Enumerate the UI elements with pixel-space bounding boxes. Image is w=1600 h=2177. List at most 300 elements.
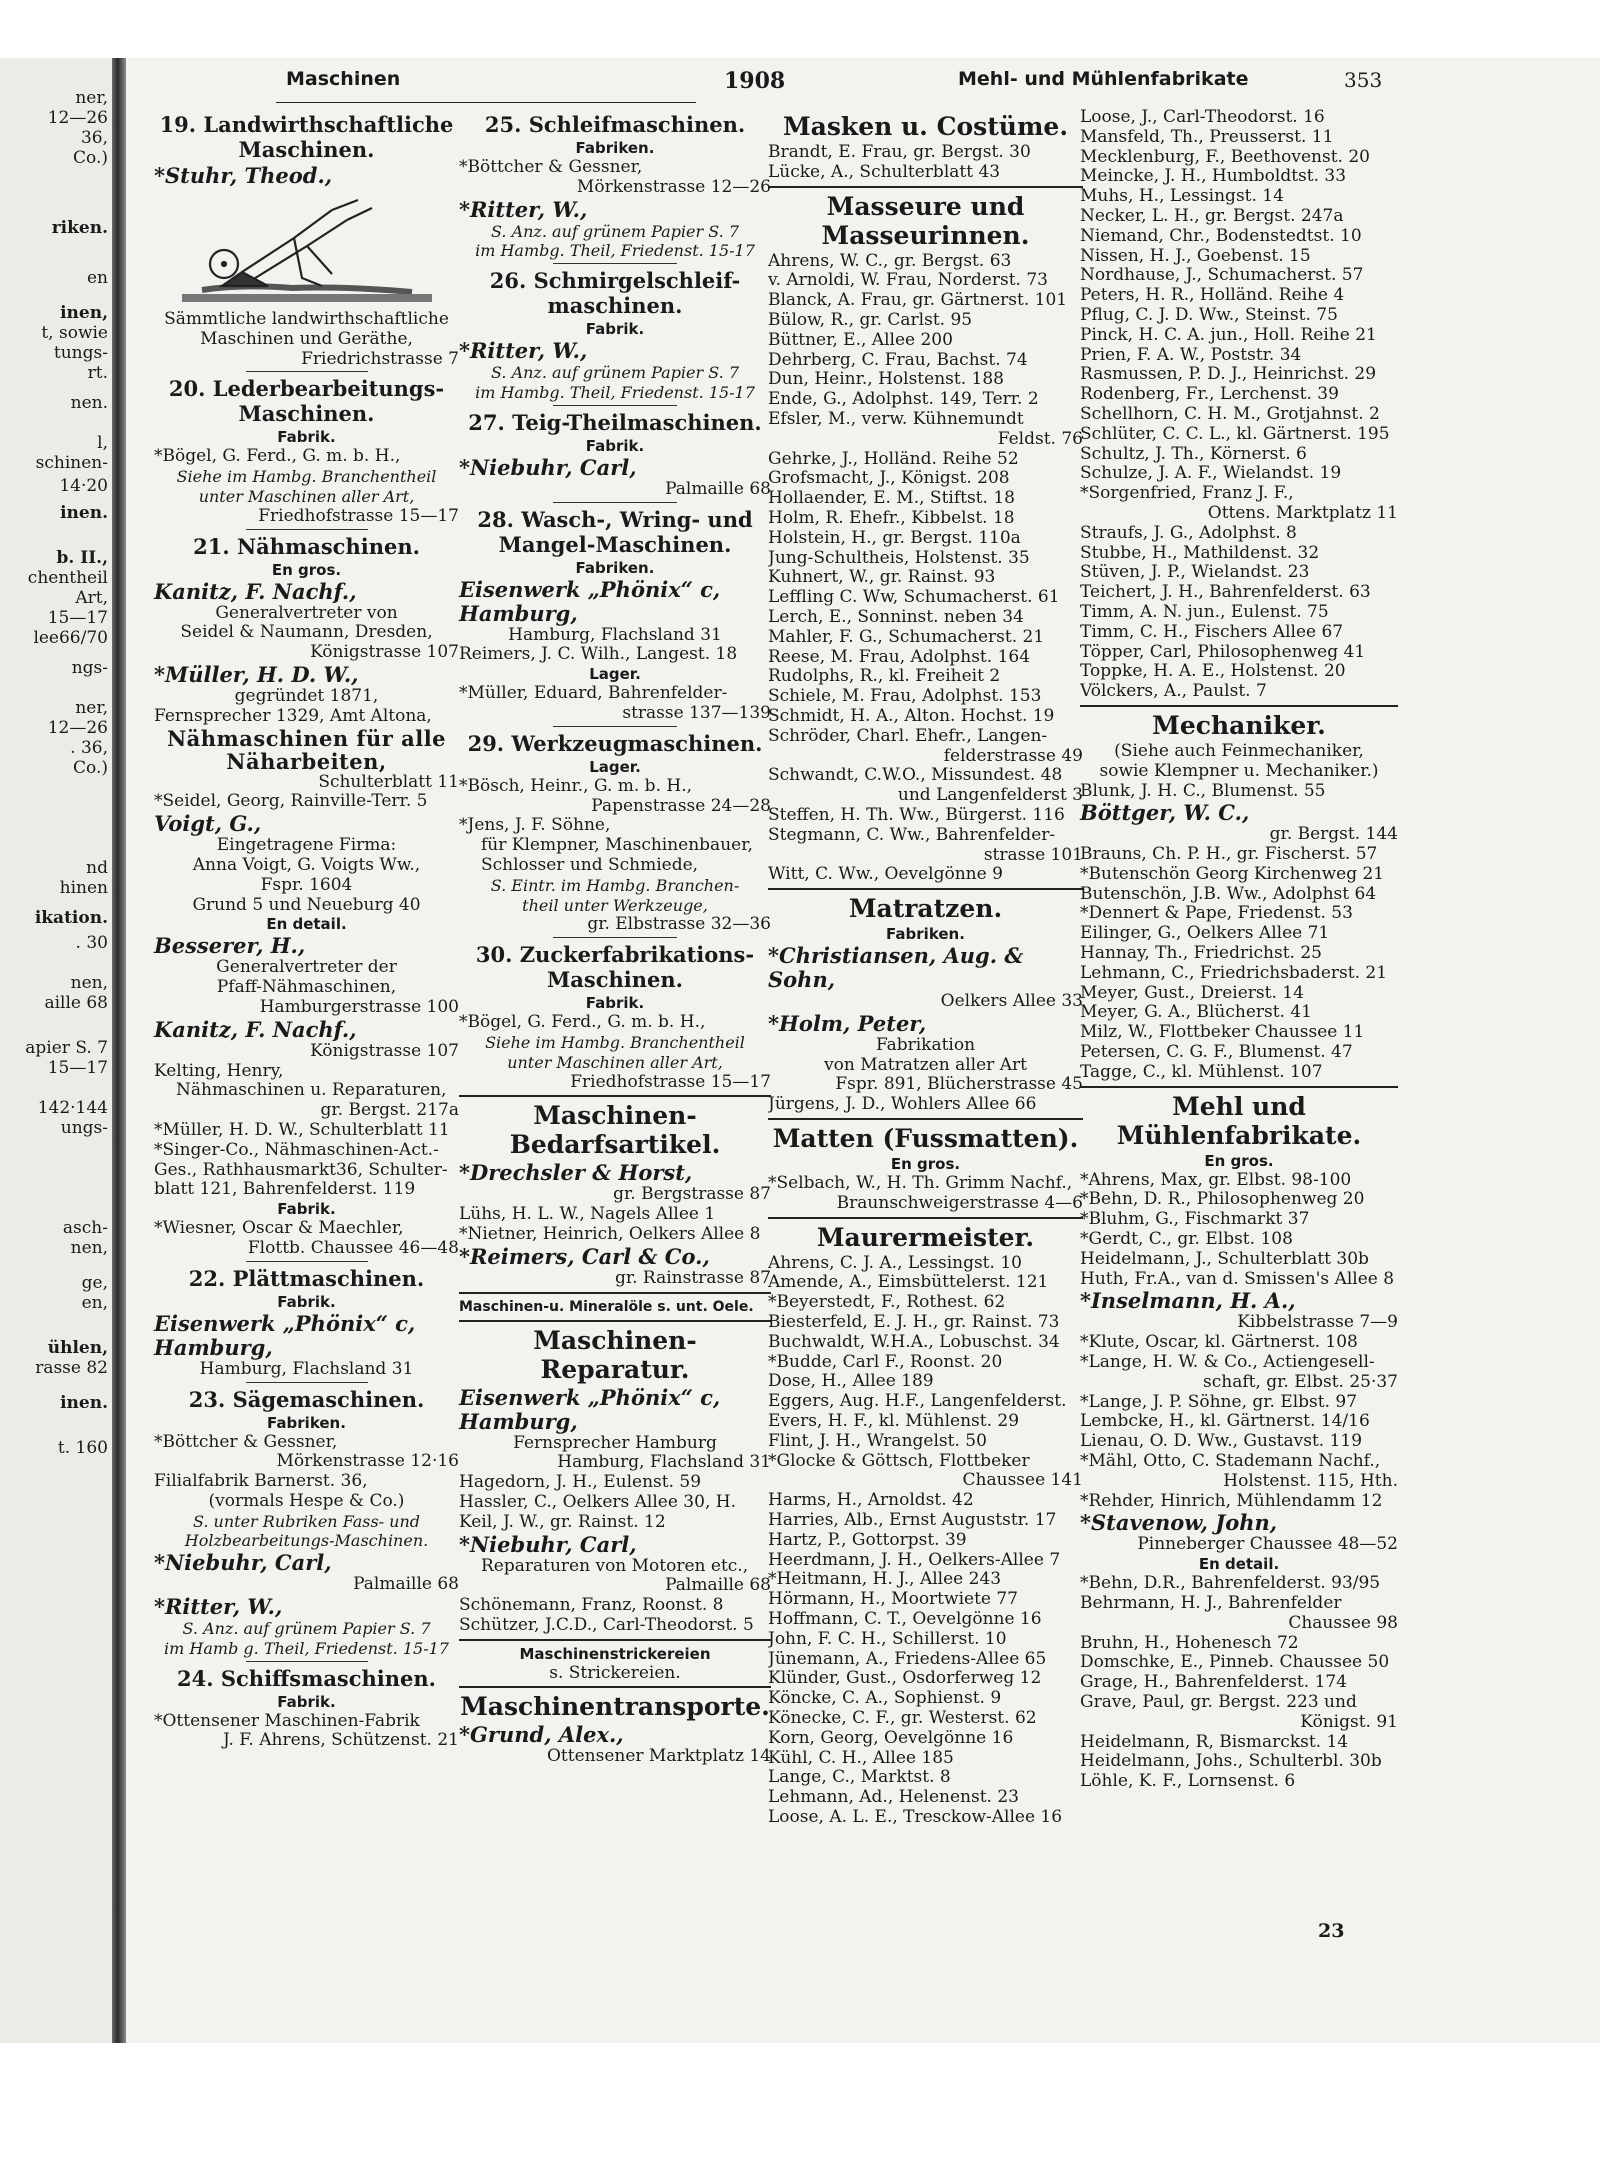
- entry-line: Mörkenstrasse 12·16: [276, 1452, 459, 1472]
- entry-line: Hörmann, H., Moortwiete 77: [768, 1590, 1018, 1610]
- section-heading: 22. Plättmaschinen.: [188, 1265, 425, 1291]
- entry-line: Stubbe, H., Mathildenst. 32: [1080, 543, 1320, 563]
- page-number: 353: [1344, 68, 1383, 92]
- entry-line: *Heitmann, H. J., Allee 243: [768, 1570, 1002, 1590]
- firm-name: Kanitz, F. Nachf.,: [154, 1016, 357, 1042]
- entry-line: Fspr. 1604: [260, 875, 353, 895]
- entry-line: Schulze, J. A. F., Wielandst. 19: [1080, 464, 1342, 484]
- entry-line: Teichert, J. H., Bahrenfelderst. 63: [1080, 583, 1371, 603]
- facing-page-fragment: tungs-: [53, 343, 108, 363]
- entry-line: Fabrikation: [875, 1035, 976, 1055]
- entry-line: unter Maschinen aller Art,: [198, 486, 415, 506]
- entry-line: Jünemann, A., Friedens-Allee 65: [768, 1649, 1047, 1669]
- entry-line: s. Strickereien.: [549, 1663, 681, 1683]
- entry-line: Kibbelstrasse 7—9: [1237, 1313, 1398, 1333]
- facing-page-fragment: lee66/70: [33, 628, 108, 648]
- facing-page-fragment: hinen: [59, 878, 108, 898]
- entry-line: Heidelmann, Johs., Schulterbl. 30b: [1080, 1752, 1382, 1772]
- column-rule: [246, 529, 368, 530]
- column-rule: [768, 1118, 1083, 1120]
- facing-page-fragment: Art,: [75, 588, 108, 608]
- section-heading: Maschinen-Bedarfsartikel.: [509, 1101, 721, 1160]
- section-heading: 20. Lederbearbeitungs-Maschinen.: [168, 376, 445, 427]
- entry-line: *Lange, H. W. & Co., Actiengesell-: [1080, 1353, 1375, 1373]
- entry-line: *Bösch, Heinr., G. m. b. H.,: [459, 776, 693, 796]
- entry-line: Lienau, O. D. Ww., Gustavst. 119: [1080, 1432, 1363, 1452]
- subheading: Fabrik.: [277, 1292, 336, 1311]
- entry-line: Dehrberg, C. Frau, Bachst. 74: [768, 350, 1028, 370]
- entry-line: Pfaff-Nähmaschinen,: [216, 978, 397, 998]
- facing-page-fragment: t. 160: [57, 1438, 108, 1458]
- subheading: En gros.: [271, 560, 342, 579]
- subheading: Fabriken.: [575, 558, 655, 577]
- column-rule: [553, 263, 678, 264]
- entry-line: Fernsprecher Hamburg: [513, 1433, 717, 1453]
- plough-illustration: [182, 194, 432, 306]
- entry-line: *Behn, D.R., Bahrenfelderst. 93/95: [1080, 1574, 1381, 1594]
- entry-line: Grund 5 und Neueburg 40: [192, 895, 421, 915]
- column-rule: [459, 1686, 771, 1688]
- section-heading: 21. Nähmaschinen.: [193, 533, 420, 559]
- header-right: Mehl- und Mühlenfabrikate: [958, 68, 1249, 90]
- entry-line: v. Arnoldi, W. Frau, Norderst. 73: [768, 271, 1048, 291]
- facing-page-fragment: schinen-: [35, 453, 108, 473]
- subheading: En gros.: [890, 1155, 961, 1174]
- entry-line: Palmaille 68: [665, 1576, 771, 1596]
- entry-line: Hollaender, E. M., Stiftst. 18: [768, 489, 1015, 509]
- entry-line: Holstenst. 115, Hth.: [1223, 1471, 1398, 1491]
- entry-line: J. F. Ahrens, Schützenst. 21: [222, 1731, 459, 1751]
- firm-name: Böttger, W. C.,: [1080, 800, 1250, 826]
- header-year: 1908: [724, 68, 786, 94]
- entry-line: Schulterblatt 11: [318, 772, 459, 792]
- entry-line: Steffen, H. Th. Ww., Bürgerst. 116: [768, 805, 1065, 825]
- facing-page-fragment: ikation.: [34, 908, 108, 928]
- firm-name: *Holm, Peter,: [768, 1010, 927, 1036]
- entry-line: Heidelmann, R, Bismarckst. 14: [1080, 1732, 1349, 1752]
- facing-page-fragment: . 30: [75, 933, 108, 953]
- subheading: Fabrik.: [277, 1200, 336, 1219]
- header-left: Maschinen: [286, 68, 401, 90]
- section-heading: Masken u. Costüme.: [782, 112, 1069, 141]
- facing-page-fragment: apier S. 7: [25, 1038, 108, 1058]
- facing-page-fragment: en: [86, 268, 108, 288]
- entry-line: Necker, L. H., gr. Bergst. 247a: [1080, 206, 1344, 226]
- entry-line: Eilinger, G., Oelkers Allee 71: [1080, 924, 1330, 944]
- entry-line: Schellhorn, C. H. M., Grotjahnst. 2: [1080, 404, 1380, 424]
- entry-line: Meincke, J. H., Humboldtst. 33: [1080, 167, 1347, 187]
- facing-page-fragment: 142·144: [37, 1098, 108, 1118]
- subheading: En gros.: [1204, 1151, 1274, 1170]
- entry-line: im Hambg. Theil, Friedenst. 15-17: [475, 382, 755, 402]
- entry-line: *Lange, J. P. Söhne, gr. Elbst. 97: [1080, 1392, 1358, 1412]
- entry-line: Keil, J. W., gr. Rainst. 12: [459, 1512, 666, 1532]
- subheading: Maschinenstrickereien: [519, 1644, 711, 1663]
- entry-line: Korn, Georg, Oevelgönne 16: [768, 1728, 1014, 1748]
- entry-line: im Hamb g. Theil, Friedenst. 15-17: [164, 1638, 449, 1658]
- facing-page-fragment: ühlen,: [47, 1338, 108, 1358]
- entry-line: Timm, A. N. jun., Eulenst. 75: [1080, 602, 1329, 622]
- facing-page-fragment: Co.): [73, 148, 108, 168]
- entry-line: Friedrichstrasse 7: [301, 349, 459, 369]
- entry-line: S. Anz. auf grünem Papier S. 7: [182, 1619, 431, 1639]
- entry-line: Palmaille 68: [353, 1575, 459, 1595]
- column-rule: [553, 726, 678, 727]
- entry-line: Köncke, C. A., Sophienst. 9: [768, 1689, 1002, 1709]
- entry-line: Milz, W., Flottbeker Chaussee 11: [1080, 1023, 1365, 1043]
- subheading: Fabrik.: [585, 994, 645, 1013]
- entry-line: Lühs, H. L. W., Nagels Allee 1: [459, 1205, 716, 1225]
- entry-line: Löhle, K. F., Lornsenst. 6: [1080, 1772, 1296, 1792]
- entry-line: Siehe im Hambg. Branchentheil: [485, 1032, 745, 1052]
- entry-line: Reparaturen von Motoren etc.,: [481, 1556, 749, 1576]
- entry-line: und Langenfelderst 3: [897, 786, 1083, 806]
- facing-page-fragment: inen.: [60, 1393, 108, 1413]
- entry-line: gr. Rainstrasse 87: [614, 1268, 771, 1288]
- entry-line: Schlüter, C. C. L., kl. Gärtnerst. 195: [1080, 424, 1390, 444]
- entry-line: Stüven, J. P., Wielandst. 23: [1080, 563, 1310, 583]
- entry-line: Meyer, Gust., Dreierst. 14: [1080, 983, 1304, 1003]
- entry-line: *Sorgenfried, Franz J. F.,: [1080, 484, 1294, 504]
- entry-line: Eingetragene Firma:: [216, 836, 397, 856]
- entry-line: Königstrasse 107: [310, 643, 459, 663]
- entry-line: (Siehe auch Feinmechaniker,: [1114, 741, 1364, 761]
- entry-line: Kühl, C. H., Allee 185: [768, 1748, 954, 1768]
- entry-line: Lehmann, Ad., Helenenst. 23: [768, 1788, 1019, 1808]
- column-rule: [553, 405, 678, 406]
- entry-line: Flottb. Chaussee 46—48: [247, 1238, 459, 1258]
- entry-line: S. Anz. auf grünem Papier S. 7: [491, 363, 739, 383]
- subheading: Fabrik.: [585, 320, 645, 339]
- entry-line: Hartz, P., Gottorpst. 39: [768, 1530, 967, 1550]
- entry-line: Ahrens, C. J. A., Lessingst. 10: [768, 1253, 1022, 1273]
- column-rule: [246, 1382, 368, 1383]
- entry-line: von Matratzen aller Art: [824, 1055, 1027, 1075]
- entry-line: Rasmussen, P. D. J., Heinrichst. 29: [1080, 365, 1377, 385]
- subheading: Fabrik.: [585, 436, 645, 455]
- entry-line: Stegmann, C. Ww., Bahrenfelder-: [768, 825, 1056, 845]
- section-heading: Maurermeister.: [816, 1222, 1035, 1252]
- facing-page-fragment: en,: [81, 1293, 108, 1313]
- entry-line: unter Maschinen aller Art,: [507, 1052, 723, 1072]
- entry-line: *Jens, J. F. Söhne,: [459, 816, 611, 836]
- facing-page-fragment: aille 68: [44, 993, 108, 1013]
- entry-line: Buchwaldt, W.H.A., Lobuschst. 34: [768, 1332, 1060, 1352]
- column-rule: [553, 937, 678, 938]
- firm-name: Eisenwerk „Phönix“ c, Hamburg,: [459, 576, 721, 626]
- firm-name: Kanitz, F. Nachf.,: [154, 578, 357, 604]
- section-heading: Mehl und Mühlenfabrikate.: [1116, 1091, 1362, 1150]
- subheading: En detail.: [266, 915, 347, 934]
- firm-name: Eisenwerk „Phönix“ c, Hamburg,: [459, 1384, 721, 1434]
- facing-page-edge: [0, 58, 112, 2043]
- entry-line: Rodenberg, Fr., Lerchenst. 39: [1080, 385, 1339, 405]
- column-rule: [246, 371, 368, 372]
- entry-line: theil unter Werkzeuge,: [522, 895, 708, 915]
- facing-page-fragment: inen,: [60, 303, 108, 323]
- facing-page-fragment: . 36,: [70, 738, 108, 758]
- firm-name: *Grund, Alex.,: [459, 1722, 624, 1748]
- entry-line: Holzbearbeitungs-Maschinen.: [184, 1531, 429, 1551]
- entry-line: Ottens. Marktplatz 11: [1207, 503, 1398, 523]
- entry-line: Lembcke, H., kl. Gärtnerst. 14/16: [1080, 1412, 1370, 1432]
- entry-line: Chaussee 98: [1288, 1613, 1398, 1633]
- entry-line: Pinck, H. C. A. jun., Holl. Reihe 21: [1080, 325, 1377, 345]
- entry-line: Sämmtliche landwirthschaftliche: [164, 310, 449, 329]
- entry-line: Toppke, H. A. E., Holstenst. 20: [1080, 662, 1346, 682]
- entry-line: Leffling C. Ww, Schumacherst. 61: [768, 588, 1060, 608]
- entry-line: Lerch, E., Sonninst. neben 34: [768, 607, 1024, 627]
- entry-line: Büttner, E., Allee 200: [768, 330, 953, 350]
- entry-line: *Nietner, Heinrich, Oelkers Allee 8: [459, 1224, 761, 1244]
- entry-line: Meyer, G. A., Blücherst. 41: [1080, 1003, 1312, 1023]
- entry-line: Schönemann, Franz, Roonst. 8: [459, 1596, 724, 1616]
- column-rule: [459, 1292, 771, 1294]
- section-heading: 28. Wasch-, Wring- und Mangel-Maschinen.: [477, 506, 753, 557]
- firm-name: *Müller, H. D. W.,: [154, 661, 359, 687]
- entry-line: Generalvertreter von: [215, 603, 398, 623]
- entry-line: Mörkenstrasse 12—26: [576, 177, 771, 197]
- entry-line: *Ahrens, Max, gr. Elbst. 98-100: [1080, 1170, 1352, 1190]
- facing-page-fragment: ngs-: [71, 658, 108, 678]
- facing-page-fragment: Co.): [73, 758, 108, 778]
- entry-line: Niemand, Chr., Bodenstedtst. 10: [1080, 226, 1362, 246]
- subheading: Fabrik.: [277, 1692, 336, 1711]
- firm-name: Besserer, H.,: [154, 933, 306, 959]
- entry-line: *Gerdt, C., gr. Elbst. 108: [1080, 1230, 1293, 1250]
- entry-line: *Singer-Co., Nähmaschinen-Act.-: [154, 1140, 439, 1160]
- entry-line: Lange, C., Marktst. 8: [768, 1768, 951, 1788]
- entry-line: Schiele, M. Frau, Adolphst. 153: [768, 687, 1042, 707]
- entry-line: *Bögel, G. Ferd., G. m. b. H.,: [459, 1013, 706, 1033]
- entry-line: Petersen, C. G. F., Blumenst. 47: [1080, 1043, 1353, 1063]
- entry-line: Hamburg, Flachsland 31: [199, 1359, 414, 1379]
- entry-line: Rudolphs, R., kl. Freiheit 2: [768, 667, 1001, 687]
- column-2: [459, 108, 771, 1767]
- section-heading: Mechaniker.: [1152, 710, 1326, 740]
- entry-line: blatt 121, Bahrenfelderst. 119: [154, 1180, 416, 1200]
- facing-page-fragment: t, sowie: [41, 323, 108, 343]
- entry-line: *Müller, H. D. W., Schulterblatt 11: [154, 1120, 450, 1140]
- entry-line: Nähmaschinen u. Reparaturen,: [176, 1081, 447, 1101]
- subheading: Maschinen-u. Mineralöle s. unt. Oele.: [459, 1298, 754, 1315]
- entry-line: Hoffmann, C. T., Oevelgönne 16: [768, 1610, 1042, 1630]
- facing-page-fragment: ge,: [81, 1273, 108, 1293]
- entry-line: Seidel & Naumann, Dresden,: [180, 623, 433, 643]
- entry-line: Timm, C. H., Fischers Allee 67: [1080, 622, 1344, 642]
- entry-line: Hannay, Th., Friedrichst. 25: [1080, 944, 1322, 964]
- entry-line: Prien, F. A. W., Poststr. 34: [1080, 345, 1302, 365]
- entry-line: Pflug, C. J. D. Ww., Steinst. 75: [1080, 305, 1338, 325]
- section-heading: 19. Landwirthschaftliche Maschinen.: [159, 112, 454, 162]
- entry-line: Loose, A. L. E., Tresckow-Allee 16: [768, 1807, 1063, 1827]
- section-heading: Maschinen-Reparatur.: [533, 1325, 697, 1384]
- column-rule: [246, 1661, 368, 1662]
- book-gutter: [112, 58, 126, 2043]
- subheading: En detail.: [1198, 1555, 1280, 1574]
- entry-line: Chaussee 141: [962, 1471, 1083, 1491]
- facing-page-fragment: rasse 82: [35, 1358, 108, 1378]
- subheading: Fabriken.: [575, 139, 655, 157]
- entry-line: *Seidel, Georg, Rainville-Terr. 5: [154, 792, 428, 812]
- entry-line: gr. Bergst. 217a: [320, 1101, 459, 1121]
- entry-line: Straufs, J. G., Adolphst. 8: [1080, 523, 1297, 543]
- entry-line: Schützer, J.C.D., Carl-Theodorst. 5: [459, 1615, 754, 1635]
- directory-page: [126, 58, 1600, 2043]
- entry-line: Töpper, Carl, Philosophenweg 41: [1080, 642, 1366, 662]
- entry-line: Witt, C. Ww., Oevelgönne 9: [768, 865, 1003, 885]
- entry-line: gr. Bergst. 144: [1269, 825, 1398, 845]
- entry-line: Kelting, Henry,: [154, 1061, 284, 1081]
- entry-line: Ottensener Marktplatz 14: [546, 1747, 771, 1767]
- entry-line: Bruhn, H., Hohenesch 72: [1080, 1633, 1299, 1653]
- entry-line: Fspr. 891, Blücherstrasse 45: [835, 1075, 1083, 1095]
- facing-page-fragment: l,: [97, 433, 108, 453]
- entry-line: Dose, H., Allee 189: [768, 1372, 934, 1392]
- entry-line: Grage, H., Bahrenfelderst. 174: [1080, 1673, 1348, 1693]
- entry-line: Anna Voigt, G. Voigts Ww.,: [192, 855, 421, 875]
- section-heading: Matten (Fussmatten).: [772, 1124, 1079, 1154]
- firm-name: *Ritter, W.,: [459, 338, 588, 364]
- entry-line: Reese, M. Frau, Adolphst. 164: [768, 647, 1031, 667]
- facing-page-fragment: ner,: [75, 698, 108, 718]
- entry-line: Flint, J. H., Wrangelst. 50: [768, 1431, 987, 1451]
- facing-page-fragment: 12—26: [47, 718, 108, 738]
- entry-line: Friedhofstrasse 15—17: [258, 506, 459, 526]
- column-rule: [459, 1320, 771, 1322]
- entry-line: gr. Elbstrasse 32—36: [587, 915, 771, 935]
- subheading: Lager.: [589, 757, 641, 776]
- subheading: Fabriken.: [267, 1413, 346, 1432]
- facing-page-fragment: 15—17: [47, 608, 108, 628]
- entry-line: *Glocke & Göttsch, Flottbeker: [768, 1451, 1030, 1471]
- entry-line: *Selbach, W., H. Th. Grimm Nachf.,: [768, 1174, 1073, 1194]
- entry-line: Dun, Heinr., Holstenst. 188: [768, 370, 1004, 390]
- firm-name: *Stuhr, Theod.,: [154, 163, 333, 188]
- firm-name: *Inselmann, H. A.,: [1080, 1288, 1296, 1314]
- entry-line: Schultz, J. Th., Körnerst. 6: [1080, 444, 1307, 464]
- entry-line: Eggers, Aug. H.F., Langenfelderst.: [768, 1392, 1067, 1412]
- entry-line: Fernsprecher 1329, Amt Altona,: [154, 706, 432, 726]
- entry-line: Harms, H., Arnoldst. 42: [768, 1491, 974, 1511]
- entry-line: Nordhause, J., Schumacherst. 57: [1080, 266, 1364, 286]
- entry-line: Hassler, C., Oelkers Allee 30, H.: [459, 1492, 736, 1512]
- entry-line: *Klute, Oscar, kl. Gärtnerst. 108: [1080, 1333, 1358, 1353]
- section-heading: 23. Sägemaschinen.: [188, 1386, 425, 1412]
- entry-line: Biesterfeld, E. J. H., gr. Rainst. 73: [768, 1313, 1060, 1333]
- entry-line: Schlosser und Schmiede,: [481, 855, 699, 875]
- facing-page-fragment: nd: [86, 858, 108, 878]
- section-heading: 30. Zuckerfabrikations-Maschinen.: [475, 942, 755, 993]
- entry-line: (vormals Hespe & Co.): [208, 1491, 405, 1511]
- entry-line: Königstrasse 107: [310, 1041, 459, 1061]
- entry-line: Heerdmann, J. H., Oelkers-Allee 7: [768, 1550, 1061, 1570]
- entry-line: Efsler, M., verw. Kühnemundt: [768, 409, 1024, 429]
- entry-line: Hamburg, Flachsland 31: [557, 1453, 771, 1473]
- firm-name: Nähmaschinen für alle Näharbeiten,: [166, 725, 447, 774]
- entry-line: Jürgens, J. D., Wohlers Allee 66: [768, 1095, 1037, 1115]
- entry-line: S. Anz. auf grünem Papier S. 7: [491, 221, 739, 241]
- entry-line: Mecklenburg, F., Beethovenst. 20: [1080, 147, 1370, 167]
- column-rule: [1080, 1086, 1398, 1088]
- facing-page-fragment: inen.: [60, 503, 108, 523]
- entry-line: Gehrke, J., Holländ. Reihe 52: [768, 449, 1019, 469]
- entry-line: Blunk, J. H. C., Blumenst. 55: [1080, 781, 1326, 801]
- subheading: Fabrik.: [277, 428, 336, 447]
- column-rule: [768, 186, 1083, 188]
- firm-name: Voigt, G.,: [154, 811, 262, 837]
- entry-line: Holm, R. Ehefr., Kibbelst. 18: [768, 508, 1015, 528]
- entry-line: Domschke, E., Pinneb. Chaussee 50: [1080, 1653, 1390, 1673]
- entry-line: Holstein, H., gr. Bergst. 110a: [768, 528, 1021, 548]
- entry-line: Maschinen und Geräthe,: [200, 329, 413, 349]
- column-rule: [459, 1639, 771, 1641]
- firm-name: Eisenwerk „Phönix“ c, Hamburg,: [154, 1310, 416, 1360]
- entry-line: Lücke, A., Schulterblatt 43: [768, 162, 1001, 182]
- facing-page-fragment: nen,: [70, 1238, 108, 1258]
- entry-line: Harries, Alb., Ernst Auguststr. 17: [768, 1511, 1057, 1531]
- facing-page-fragment: riken.: [51, 218, 108, 238]
- running-header: [126, 68, 1386, 102]
- firm-name: *Ritter, W.,: [154, 1594, 283, 1620]
- entry-line: Generalvertreter der: [216, 958, 397, 978]
- entry-line: felderstrasse 49: [943, 746, 1083, 766]
- column-rule: [553, 502, 678, 503]
- entry-line: Grave, Paul, gr. Bergst. 223 und: [1080, 1692, 1357, 1712]
- firm-name: *Niebuhr, Carl,: [459, 454, 637, 480]
- column-rule: [459, 1095, 771, 1097]
- entry-line: Heidelmann, J., Schulterblatt 30b: [1080, 1249, 1369, 1269]
- entry-line: Klünder, Gust., Osdorferweg 12: [768, 1669, 1042, 1689]
- firm-name: *Niebuhr, Carl,: [459, 1531, 637, 1557]
- firm-name: *Niebuhr, Carl,: [154, 1550, 332, 1576]
- entry-line: *Böttcher & Gessner,: [154, 1432, 338, 1452]
- entry-line: *Rehder, Hinrich, Mühlendamm 12: [1080, 1491, 1383, 1511]
- facing-page-fragment: b. II.,: [56, 548, 108, 568]
- entry-line: Friedhofstrasse 15—17: [570, 1072, 771, 1092]
- section-heading: Maschinentransporte.: [460, 1692, 770, 1722]
- firm-name: *Stavenow, John,: [1080, 1510, 1278, 1536]
- entry-line: *Böttcher & Gessner,: [459, 158, 643, 177]
- firm-name: *Reimers, Carl & Co.,: [459, 1243, 710, 1269]
- entry-line: Reimers, J. C. Wilh., Langest. 18: [459, 645, 738, 665]
- entry-line: Hagedorn, J. H., Eulenst. 59: [459, 1473, 702, 1493]
- entry-line: strasse 101: [983, 845, 1083, 865]
- entry-line: schaft, gr. Elbst. 25·37: [1203, 1372, 1398, 1392]
- column-rule: [768, 888, 1083, 890]
- facing-page-fragment: 12—26: [47, 108, 108, 128]
- entry-line: *Budde, Carl F., Roonst. 20: [768, 1352, 1003, 1372]
- section-heading: 24. Schiffsmaschinen.: [177, 1665, 436, 1691]
- entry-line: Pinneberger Chaussee 48—52: [1137, 1535, 1398, 1555]
- firm-name: *Drechsler & Horst,: [459, 1160, 693, 1186]
- entry-line: Palmaille 68: [665, 479, 771, 499]
- entry-line: Lehmann, C., Friedrichsbaderst. 21: [1080, 963, 1388, 983]
- entry-line: Huth, Fr.A., van d. Smissen's Allee 8: [1080, 1269, 1395, 1289]
- entry-line: Mansfeld, Th., Preusserst. 11: [1080, 127, 1334, 147]
- subheading: Lager.: [589, 665, 641, 684]
- entry-line: *Müller, Eduard, Bahrenfelder-: [459, 684, 728, 704]
- entry-line: Ges., Rathhausmarkt36, Schulter-: [154, 1160, 448, 1180]
- entry-line: *Beyerstedt, F., Rothest. 62: [768, 1293, 1006, 1313]
- column-3: [768, 108, 1083, 1828]
- section-heading: Masseure und Masseurinnen.: [821, 191, 1030, 250]
- entry-line: Kuhnert, W., gr. Rainst. 93: [768, 568, 996, 588]
- column-rule: [246, 1261, 368, 1262]
- entry-line: Königst. 91: [1300, 1712, 1398, 1732]
- section-heading: Matratzen.: [848, 894, 1003, 924]
- entry-line: *Ottensener Maschinen-Fabrik: [154, 1711, 420, 1731]
